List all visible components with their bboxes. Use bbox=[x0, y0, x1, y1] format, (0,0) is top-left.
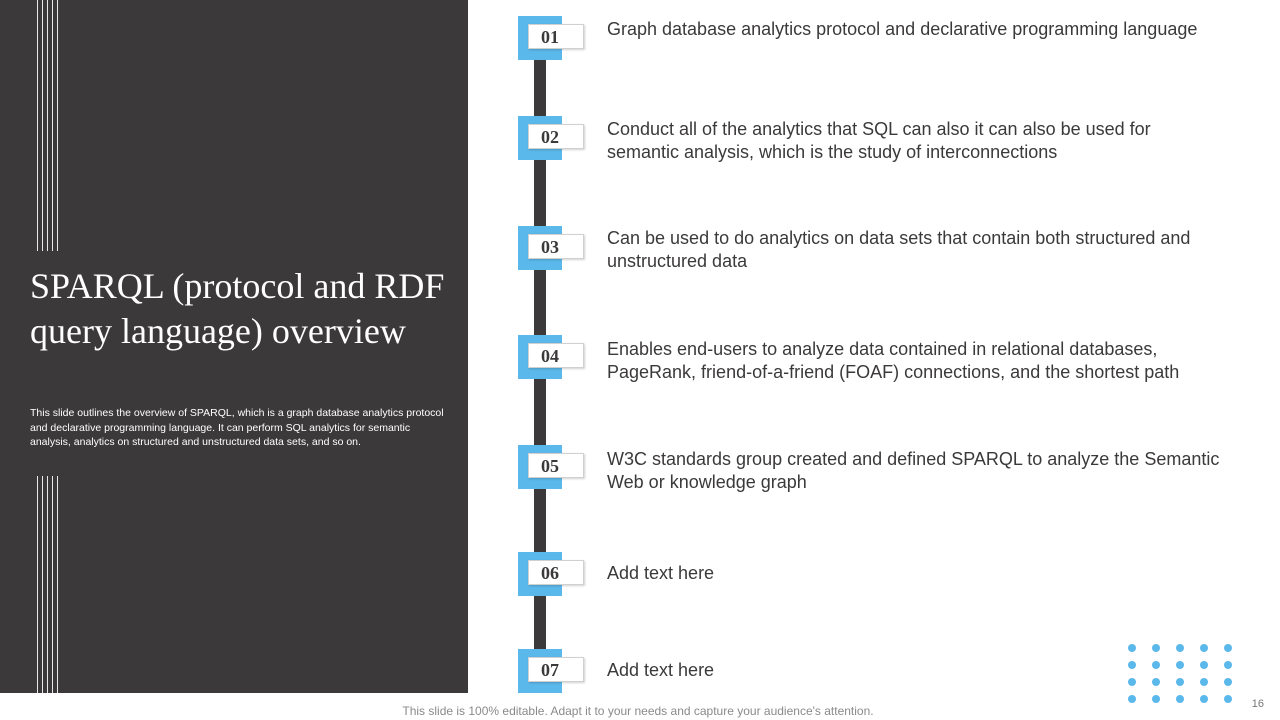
timeline-step bbox=[518, 16, 1218, 76]
step-number: 03 bbox=[541, 237, 559, 257]
step-text: Conduct all of the analytics that SQL can also it can also be used for semantic analysis, which is the study of interconnections bbox=[607, 119, 1151, 162]
decorative-line bbox=[52, 0, 53, 251]
dot bbox=[1200, 678, 1208, 686]
step-number: 07 bbox=[541, 660, 559, 680]
dot bbox=[1152, 644, 1160, 652]
footer-note: This slide is 100% editable. Adapt it to your needs and capture your audience's attention. bbox=[402, 704, 874, 718]
step-text: Enables end-users to analyze data contained in relational databases, PageRank, friend-of-a-friend (FOAF) connections, and the shortest path bbox=[607, 339, 1180, 382]
step-text: Add text here bbox=[607, 660, 715, 680]
step-number: 02 bbox=[541, 127, 559, 147]
dot bbox=[1200, 644, 1208, 652]
decorative-line bbox=[57, 476, 58, 693]
step-number: 01 bbox=[541, 27, 559, 47]
dot bbox=[1152, 678, 1160, 686]
timeline-step bbox=[518, 335, 1218, 395]
step-number: 06 bbox=[541, 563, 559, 583]
dot bbox=[1128, 695, 1136, 703]
decorative-line bbox=[57, 0, 58, 251]
dot bbox=[1128, 678, 1136, 686]
dot-grid-decoration bbox=[1128, 644, 1238, 700]
dot bbox=[1200, 695, 1208, 703]
decorative-line bbox=[37, 0, 38, 251]
decorative-line bbox=[47, 0, 48, 251]
step-text: Can be used to do analytics on data sets that contain both structured and unstructured data bbox=[607, 228, 1191, 271]
dot bbox=[1176, 678, 1184, 686]
decorative-line bbox=[42, 476, 43, 693]
timeline-step bbox=[518, 649, 1218, 709]
timeline-step bbox=[518, 552, 1218, 612]
dot bbox=[1128, 644, 1136, 652]
step-text: Add text here bbox=[607, 563, 715, 583]
slide-title: SPARQL (protocol and RDF query language) overview bbox=[30, 266, 445, 351]
left-panel bbox=[0, 0, 468, 693]
dot bbox=[1224, 644, 1232, 652]
dot bbox=[1176, 695, 1184, 703]
dot bbox=[1152, 695, 1160, 703]
timeline-step bbox=[518, 445, 1218, 505]
step-number: 04 bbox=[541, 346, 559, 366]
dot bbox=[1176, 644, 1184, 652]
step-number: 05 bbox=[541, 456, 559, 476]
dot bbox=[1176, 661, 1184, 669]
timeline-step bbox=[518, 226, 1218, 286]
decorative-line bbox=[52, 476, 53, 693]
dot bbox=[1224, 678, 1232, 686]
dot bbox=[1224, 661, 1232, 669]
dot bbox=[1128, 661, 1136, 669]
decorative-line bbox=[47, 476, 48, 693]
step-text: Graph database analytics protocol and declarative programming language bbox=[607, 19, 1198, 39]
dot bbox=[1224, 695, 1232, 703]
decorative-line bbox=[37, 476, 38, 693]
page-number: 16 bbox=[1251, 698, 1264, 710]
dot bbox=[1152, 661, 1160, 669]
timeline-step bbox=[518, 116, 1218, 176]
decorative-line bbox=[42, 0, 43, 251]
dot bbox=[1200, 661, 1208, 669]
step-text: W3C standards group created and defined SPARQL to analyze the Semantic Web or knowledge graph bbox=[607, 449, 1220, 492]
slide-description: This slide outlines the overview of SPARQL, which is a graph database analytics protocol and declarative programming language. It can perform SQL analytics for semantic analysis, analytics on structured and unstructured data sets, and so on. bbox=[30, 407, 444, 448]
